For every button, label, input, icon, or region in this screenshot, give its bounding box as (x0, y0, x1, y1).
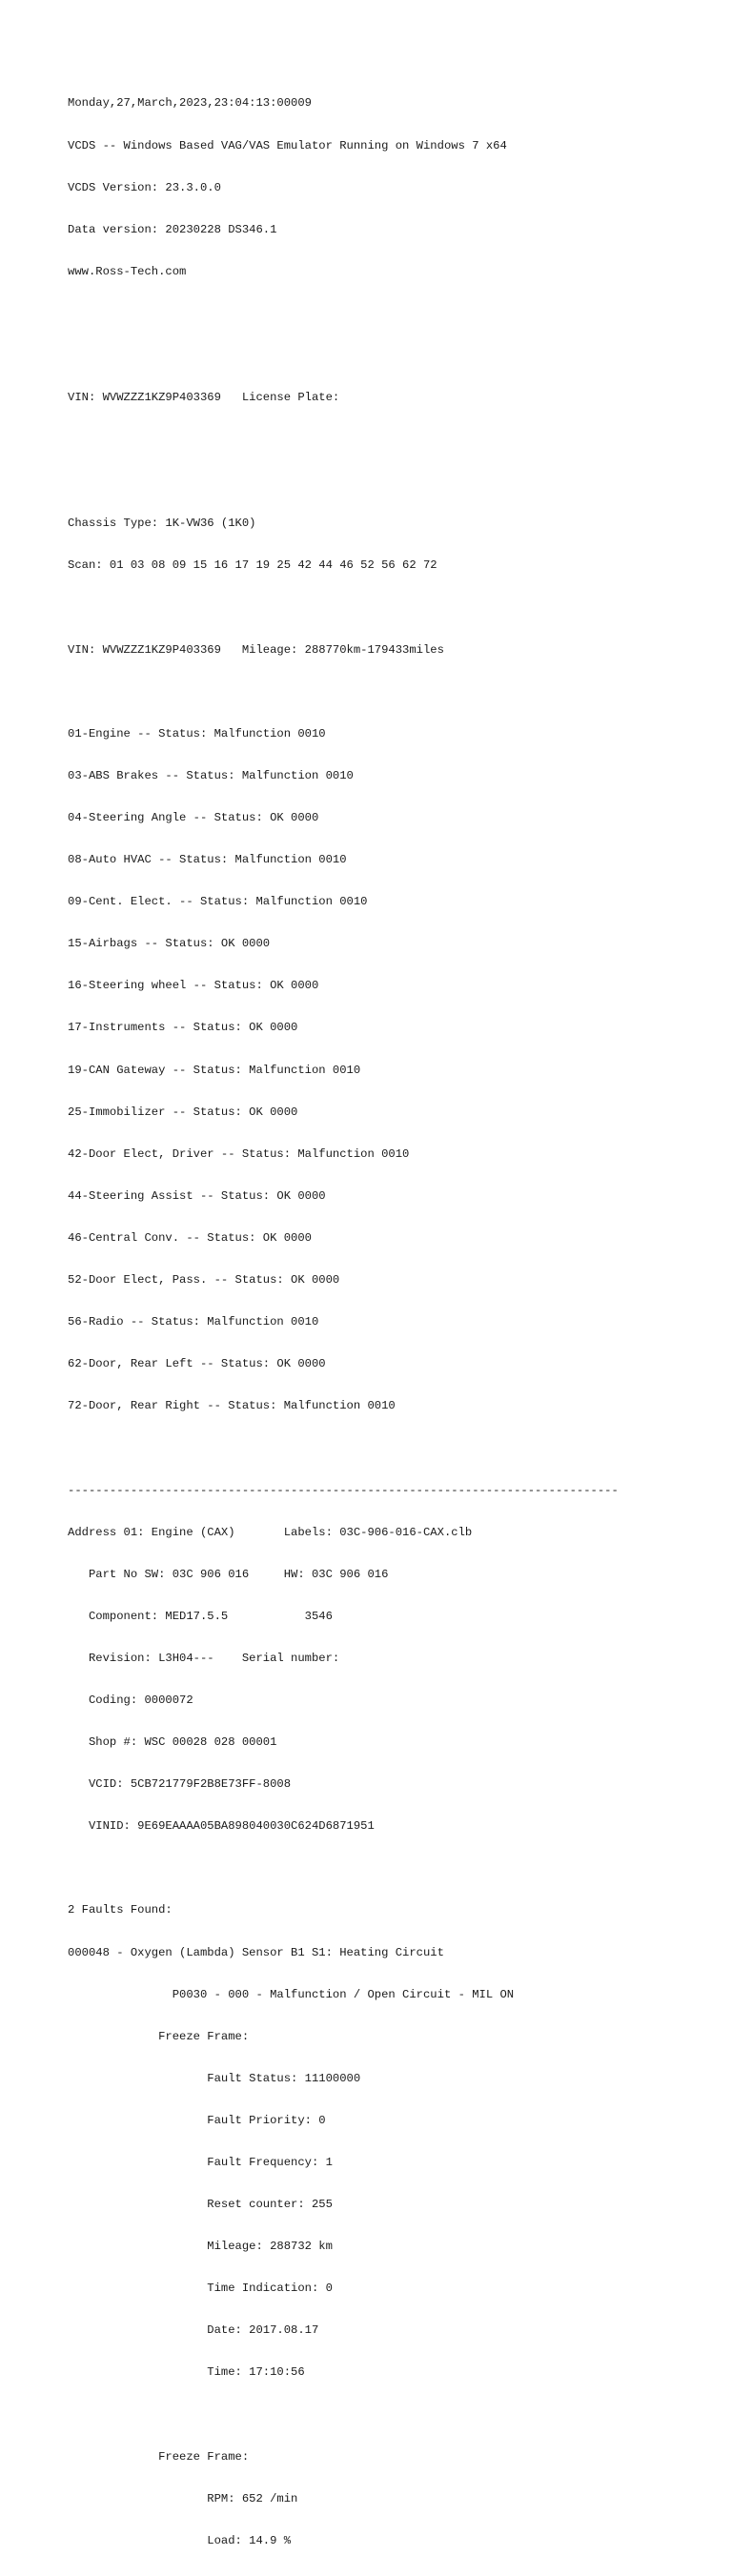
module-status-line: 04-Steering Angle -- Status: OK 0000 (68, 811, 319, 824)
line-component: Component: MED17.5.5 3546 (68, 1609, 333, 1623)
module-status-line: 08-Auto HVAC -- Status: Malfunction 0010 (68, 853, 347, 867)
module-status-line: 25-Immobilizer -- Status: OK 0000 (68, 1105, 298, 1119)
module-status-line: 16-Steering wheel -- Status: OK 0000 (68, 979, 319, 993)
module-status-line: 09-Cent. Elect. -- Status: Malfunction 0010 (68, 895, 368, 909)
module-status-line: 42-Door Elect, Driver -- Status: Malfunction 0010 (68, 1146, 410, 1161)
module-status-line: 19-CAN Gateway -- Status: Malfunction 0010 (68, 1063, 361, 1077)
line-vinid: VINID: 9E69EAAAA05BA898040030C624D6871951 (68, 1819, 375, 1834)
line-scan-list: Scan: 01 03 08 09 15 16 17 19 25 42 44 46 52 56 62 72 (68, 558, 437, 573)
module-status-line: 56-Radio -- Status: Malfunction 0010 (68, 1315, 319, 1329)
module-status-line: 52-Door Elect, Pass. -- Status: OK 0000 (68, 1273, 340, 1288)
freeze-frame-value: Load: 14.9 % (68, 2533, 292, 2547)
line-data-version: Data version: 20230228 DS346.1 (68, 222, 277, 236)
module-status-line: 44-Steering Assist -- Status: OK 0000 (68, 1188, 326, 1203)
blank-line (68, 349, 619, 363)
freeze-frame-value: Mileage: 288732 km (68, 2240, 333, 2254)
line-vin-license: VIN: WVWZZZ1KZ9P403369 License Plate: (68, 391, 340, 405)
line-revision: Revision: L3H04--- Serial number: (68, 1651, 340, 1665)
freeze-frame-value: Date: 2017.08.17 (68, 2323, 319, 2338)
blank-line (68, 685, 619, 700)
module-status-line: 46-Central Conv. -- Status: OK 0000 (68, 1230, 312, 1245)
module-status-line: 03-ABS Brakes -- Status: Malfunction 0010 (68, 768, 354, 782)
line-freeze-frame-heading: Freeze Frame: (68, 2029, 250, 2043)
freeze-frame-value: Fault Status: 11100000 (68, 2071, 361, 2085)
freeze-frame-value: Fault Frequency: 1 (68, 2156, 333, 2169)
blank-line (68, 1441, 619, 1455)
module-status-line: 01-Engine -- Status: Malfunction 0010 (68, 726, 326, 740)
freeze-frame-value: Time: 17:10:56 (68, 2365, 305, 2380)
freeze-frame-value: Reset counter: 255 (68, 2198, 333, 2212)
vcds-scan-log (68, 69, 619, 2576)
line-vcds-title: VCDS -- Windows Based VAG/VAS Emulator Running on Windows 7 x64 (68, 138, 507, 152)
separator-line: ------------------------------------------------------------------------------- (68, 1483, 619, 1497)
module-status-line: 72-Door, Rear Right -- Status: Malfunction 0010 (68, 1399, 396, 1413)
blank-line (68, 475, 619, 489)
line-shop: Shop #: WSC 00028 028 00001 (68, 1735, 277, 1750)
blank-line (68, 601, 619, 616)
blank-line (68, 307, 619, 321)
freeze-frame-value: Time Indication: 0 (68, 2282, 333, 2296)
module-status-line: 17-Instruments -- Status: OK 0000 (68, 1021, 298, 1035)
blank-line (68, 433, 619, 447)
line-address-header: Address 01: Engine (CAX) Labels: 03C-906-016-CAX.clb (68, 1525, 473, 1539)
line-part-number: Part No SW: 03C 906 016 HW: 03C 906 016 (68, 1567, 389, 1581)
blank-line (68, 1861, 619, 1876)
line-vcid: VCID: 5CB721779F2B8E73FF-8008 (68, 1777, 292, 1792)
freeze-frame-value: RPM: 652 /min (68, 2491, 298, 2505)
line-freeze-frame-heading: Freeze Frame: (68, 2449, 250, 2464)
line-faults-found: 2 Faults Found: (68, 1903, 173, 1917)
line-coding: Coding: 0000072 (68, 1693, 193, 1707)
freeze-frame-value: Fault Priority: 0 (68, 2113, 326, 2127)
line-fault-code: 000048 - Oxygen (Lambda) Sensor B1 S1: Heating Circuit (68, 1945, 444, 1959)
line-chassis-type: Chassis Type: 1K-VW36 (1K0) (68, 517, 256, 531)
line-timestamp: Monday,27,March,2023,23:04:13:00009 (68, 96, 312, 111)
line-vcds-version: VCDS Version: 23.3.0.0 (68, 180, 221, 194)
module-status-line: 62-Door, Rear Left -- Status: OK 0000 (68, 1357, 326, 1371)
blank-line (68, 2408, 619, 2423)
module-status-line: 15-Airbags -- Status: OK 0000 (68, 937, 271, 951)
line-website: www.Ross-Tech.com (68, 264, 187, 278)
line-fault-detail: P0030 - 000 - Malfunction / Open Circuit - MIL ON (68, 1987, 515, 2001)
line-vin-mileage: VIN: WVWZZZ1KZ9P403369 Mileage: 288770km-179433miles (68, 642, 444, 657)
